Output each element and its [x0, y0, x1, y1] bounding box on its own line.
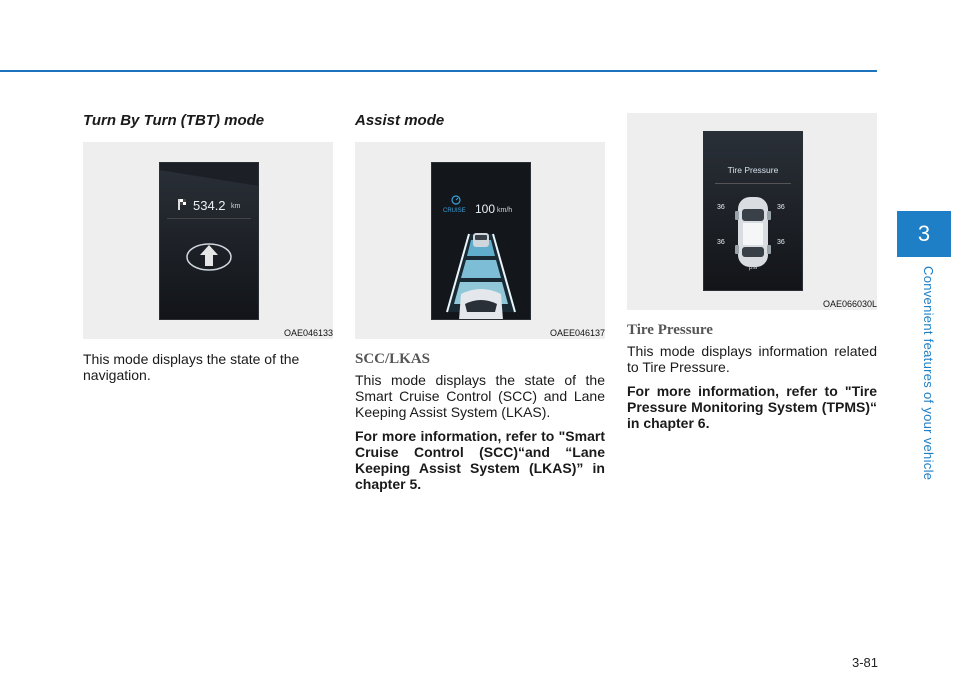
- figure-code: OAE046133: [283, 328, 333, 338]
- tire-front-right: 36: [777, 204, 785, 211]
- tbt-distance: 534.2: [193, 198, 226, 213]
- assist-screen: [431, 162, 531, 320]
- figure-code: OAEE046137: [549, 328, 605, 338]
- tire-pressure-reference: For more information, refer to "Tire Pressure Monitoring System (TPMS)“ in chapter 6.: [627, 383, 877, 431]
- cruise-speed-unit: km/h: [497, 207, 513, 214]
- tire-front-left: 36: [717, 204, 725, 211]
- tire-rear-right: 36: [777, 239, 785, 246]
- section-tbt-mode: [83, 108, 333, 391]
- tire-pressure-unit: psi: [748, 264, 758, 271]
- cruise-speed: 100: [475, 202, 496, 216]
- top-rule: [0, 70, 877, 72]
- tire-rear-left: 36: [717, 239, 725, 246]
- heading-tbt-mode: Turn By Turn (TBT) mode: [83, 112, 265, 129]
- subheading-tire-pressure: Tire Pressure: [627, 322, 713, 338]
- section-assist-mode: [355, 108, 605, 500]
- figure-tire-pressure: [627, 113, 877, 310]
- figure-code: OAE066030L: [822, 299, 877, 309]
- tire-pressure-title: Tire Pressure: [727, 165, 779, 175]
- subheading-scc-lkas: SCC/LKAS: [355, 351, 431, 367]
- scc-lkas-reference: For more information, refer to "Smart Cruise Control (SCC)“and “Lane Keeping Assist System (LKAS)” in chapter 5.: [355, 428, 605, 492]
- chapter-tab: [897, 211, 951, 257]
- section-tire-pressure: [627, 113, 877, 439]
- heading-assist-mode: Assist mode: [355, 112, 445, 129]
- page-number: 3-81: [851, 655, 878, 670]
- chapter-title: Convenient features of your vehicle: [921, 266, 936, 481]
- tire-pressure-screen: [703, 131, 803, 291]
- tbt-distance-unit: km: [231, 203, 241, 210]
- tire-pressure-description: This mode displays information related to Tire Pressure.: [627, 343, 877, 375]
- chapter-number: 3: [917, 221, 931, 246]
- cruise-label: CRUISE: [443, 208, 466, 214]
- tbt-description: This mode displays the state of the navigation.: [83, 351, 300, 383]
- scc-lkas-description: This mode displays the state of the Smart Cruise Control (SCC) and Lane Keeping Assist System (LKAS).: [355, 372, 605, 420]
- figure-assist: [355, 142, 605, 339]
- chapter-title-vertical: [914, 266, 938, 496]
- tbt-screen: [159, 162, 259, 320]
- figure-tbt: [83, 142, 333, 339]
